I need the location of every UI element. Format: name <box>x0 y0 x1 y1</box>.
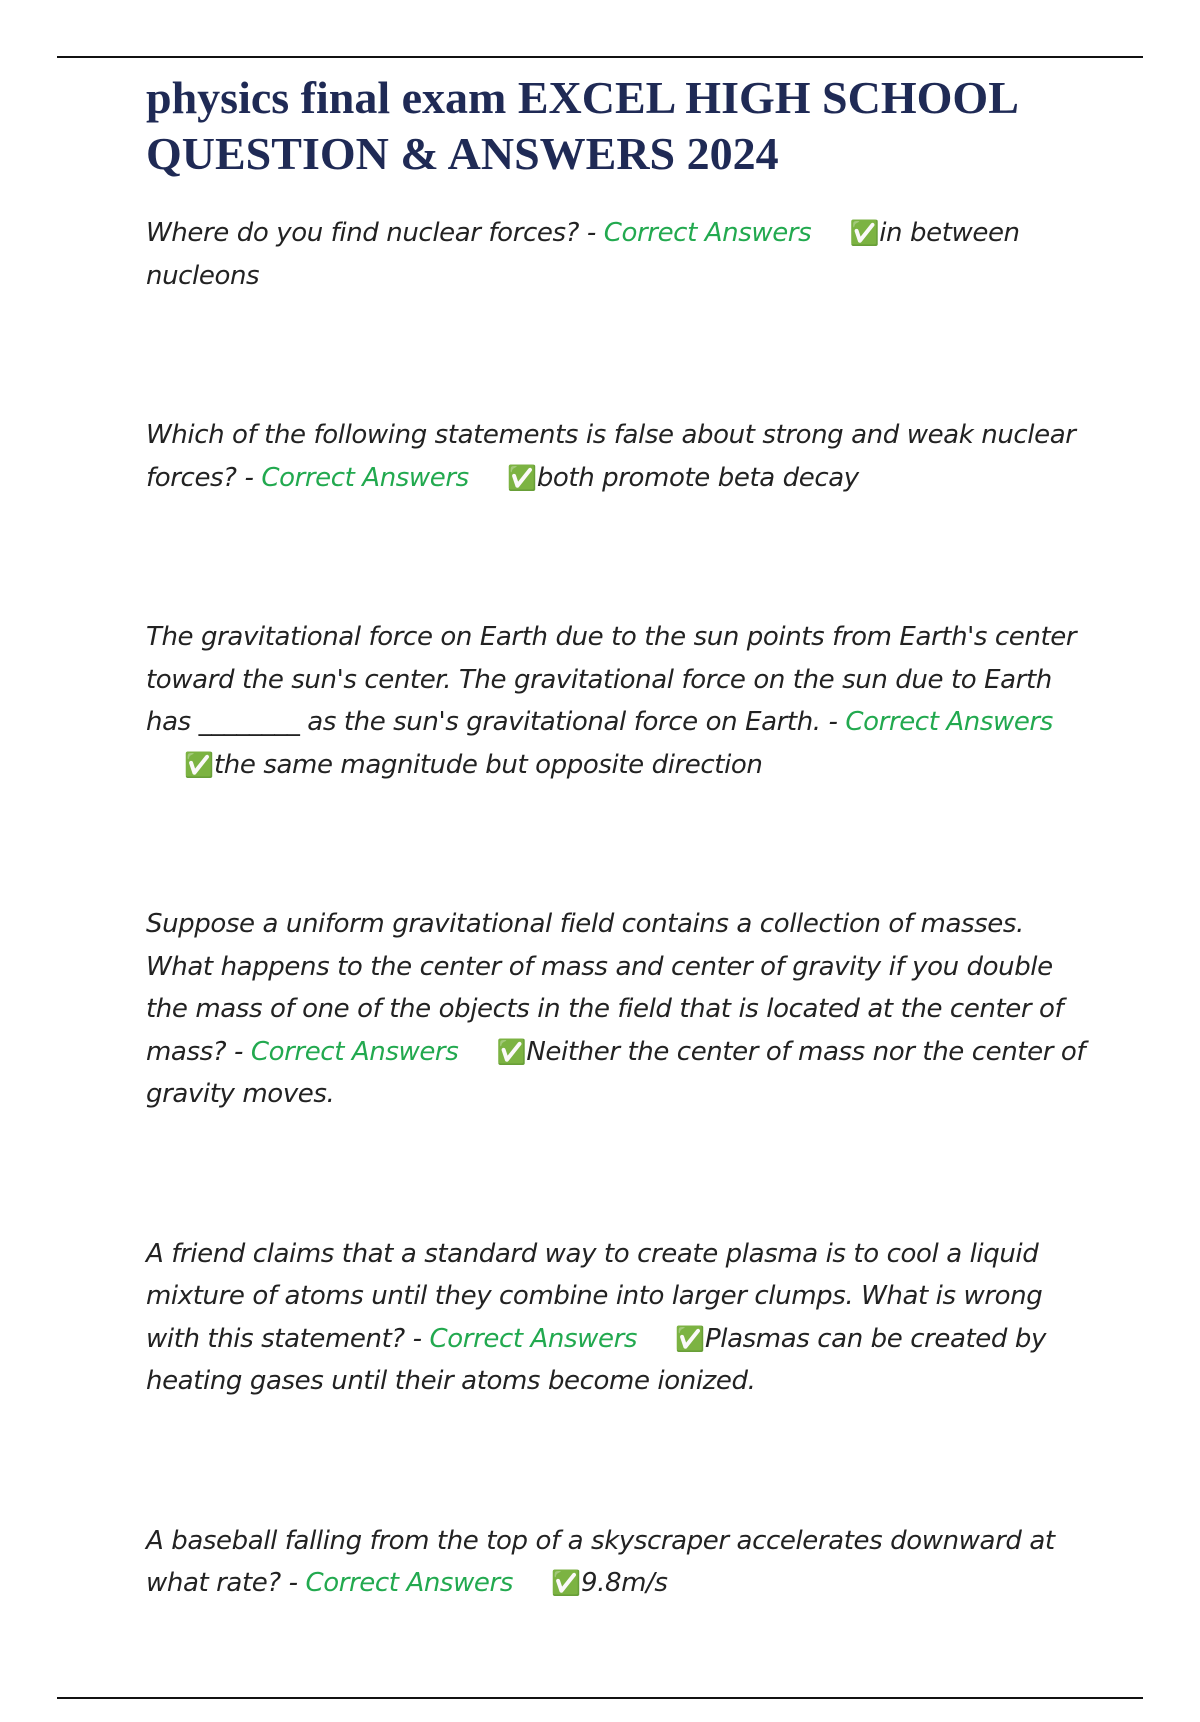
check-mark-icon: ✅ <box>675 1324 705 1353</box>
answer-text: in between nucleons <box>146 218 1020 291</box>
question-text: Where do you find nuclear forces? <box>146 218 580 248</box>
qa-item <box>146 1233 1096 1403</box>
check-mark-icon: ✅ <box>551 1569 581 1597</box>
correct-answers-label: Correct Answers <box>845 707 1053 737</box>
separator: - <box>280 1568 306 1598</box>
qa-item <box>146 616 1096 786</box>
check-mark-icon: ✅ <box>507 463 537 492</box>
document-body <box>146 70 1096 1722</box>
check-mark-icon: ✅ <box>184 750 214 779</box>
correct-answers-label: Correct Answers <box>603 218 812 248</box>
answer-text: 9.8m/s <box>580 1568 668 1598</box>
question-text: A friend claims that a standard way to create plasma is to cool a liquid mixture of atoms until they combine into larger clumps. What is wrong with this statement? <box>146 1238 1043 1354</box>
question-text: Which of the following statements is false about strong and weak nuclear forces? <box>146 420 1076 493</box>
correct-answers-label: Correct Answers <box>261 462 469 493</box>
separator: - <box>236 462 262 493</box>
qa-item <box>146 414 1096 499</box>
correct-answers-label: Correct Answers <box>305 1568 513 1598</box>
question-text: The gravitational force on Earth due to the sun points from Earth's center toward the sun's center. The gravitational force on the sun due to Earth has ________ as the sun's gravitational force on Earth. <box>146 622 1077 737</box>
separator: - <box>404 1323 430 1354</box>
qa-item <box>146 903 1096 1116</box>
separator: - <box>579 218 604 248</box>
separator: - <box>820 707 846 737</box>
correct-answers-label: Correct Answers <box>250 1036 459 1067</box>
correct-answers-label: Correct Answers <box>429 1323 638 1354</box>
answer-text: both promote beta decay <box>536 462 859 493</box>
question-text: A baseball falling from the top of a skyscraper accelerates downward at what rate? <box>146 1525 1055 1598</box>
qa-item <box>146 1520 1096 1605</box>
check-mark-icon: ✅ <box>849 219 879 247</box>
document-title: physics final exam EXCEL HIGH SCHOOL QUESTION & ANSWERS 2024 <box>146 72 1017 179</box>
separator: - <box>226 1036 251 1067</box>
top-rule <box>57 56 1143 58</box>
bottom-rule <box>57 1697 1143 1699</box>
qa-list <box>146 212 1096 1605</box>
answer-text: Neither the center of mass nor the center of gravity moves. <box>146 1036 1086 1109</box>
answer-text: Plasmas can be created by heating gases until their atoms become ionized. <box>146 1323 1046 1396</box>
answer-text: the same magnitude but opposite direction <box>214 749 763 780</box>
qa-item <box>146 212 1096 297</box>
question-text: Suppose a uniform gravitational field contains a collection of masses. What happens to the center of mass and center of gravity if you double the mass of one of the objects in the field that is located at the center of mass? <box>146 909 1064 1067</box>
check-mark-icon: ✅ <box>496 1037 527 1066</box>
